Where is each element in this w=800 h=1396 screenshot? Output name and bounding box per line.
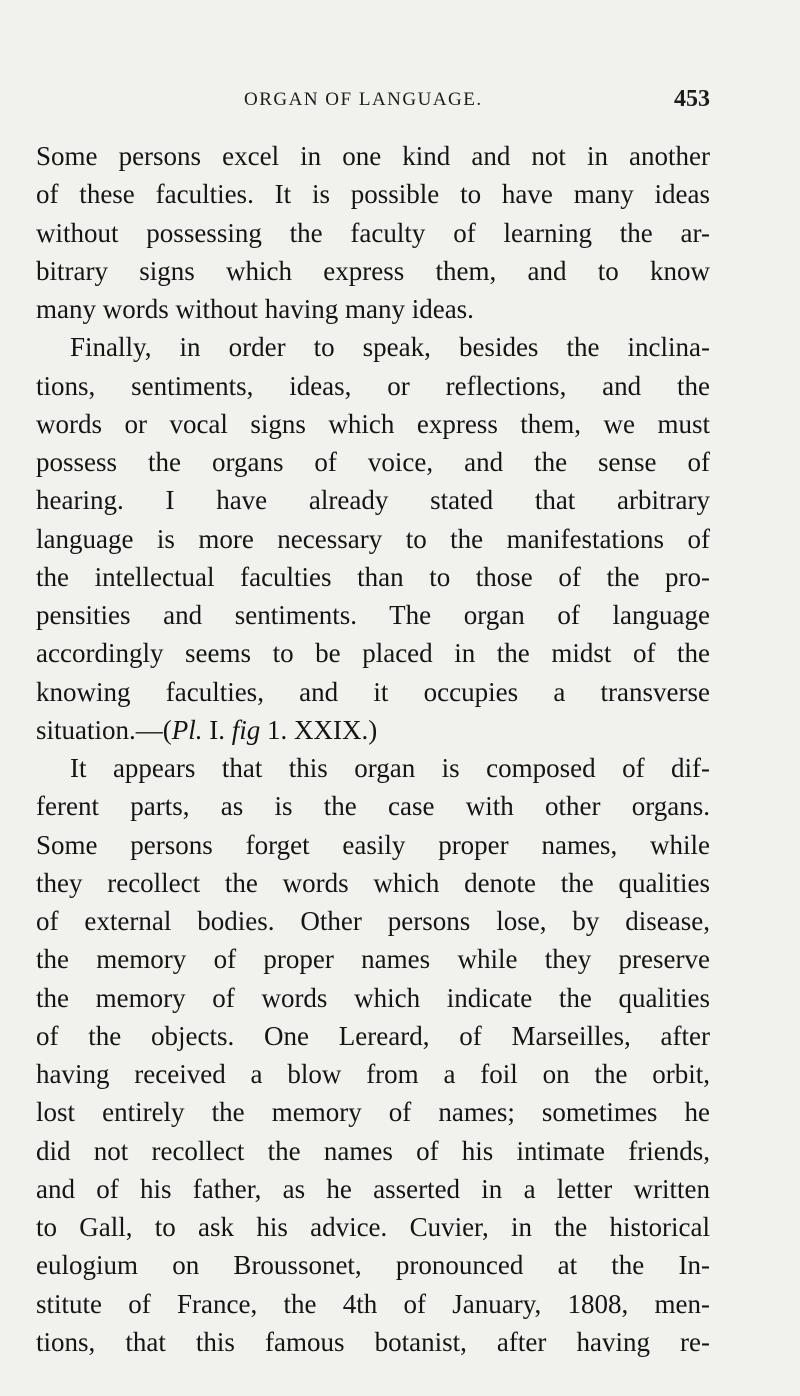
text-line: Finally, in order to speak, besides the inclina- <box>70 332 710 363</box>
text-line: words or vocal signs which express them, we must <box>36 408 710 439</box>
text-line: knowing faculties, and it occupies a transverse <box>36 676 710 707</box>
text-line: language is more necessary to the manifestations of <box>36 523 710 554</box>
body-text <box>36 137 710 1361</box>
text-line: eulogium on Broussonet, pronounced at the In- <box>36 1250 710 1281</box>
text-line: without possessing the faculty of learning the ar- <box>36 217 710 248</box>
text-line: tions, sentiments, ideas, or reflections, and the <box>36 370 710 401</box>
text-line: hearing. I have already stated that arbitrary <box>36 485 710 516</box>
text-line: of the objects. One Lereard, of Marseilles, after <box>36 1020 710 1051</box>
text-line: did not recollect the names of his intimate friends, <box>36 1135 710 1166</box>
text-line: tions, that this famous botanist, after having re- <box>36 1326 710 1357</box>
text-line: Some persons excel in one kind and not in another <box>36 141 710 171</box>
text-line: Some persons forget easily proper names, while <box>36 829 710 860</box>
text-line: pensities and sentiments. The organ of language <box>36 600 710 630</box>
text-line-with-plate-reference <box>36 711 710 749</box>
text-line: of external bodies. Other persons lose, by disease, <box>36 906 710 936</box>
text-line: and of his father, as he asserted in a letter written <box>36 1173 710 1204</box>
running-head: ORGAN OF LANGUAGE. <box>244 89 483 110</box>
text-line: the memory of words which indicate the qualities <box>36 982 710 1013</box>
text-line: the memory of proper names while they preserve <box>36 944 710 975</box>
text-fragment: I. <box>202 714 232 745</box>
text-fragment: situation.—( <box>36 714 172 745</box>
text-line: It appears that this organ is composed of dif- <box>70 753 710 783</box>
text-line: lost entirely the memory of names; sometimes he <box>36 1097 710 1128</box>
text-line: to Gall, to ask his advice. Cuvier, in the historical <box>36 1212 710 1242</box>
text-fragment: 1. XXIX.) <box>260 714 378 745</box>
text-line: stitute of France, the 4th of January, 1808, men- <box>36 1288 710 1319</box>
text-line: having received a blow from a foil on the orbit, <box>36 1059 710 1089</box>
text-line: ferent parts, as is the case with other organs. <box>36 791 710 822</box>
text-line: accordingly seems to be placed in the midst of the <box>36 638 710 669</box>
text-line: bitrary signs which express them, and to know <box>36 255 710 286</box>
text-line: of these faculties. It is possible to have many ideas <box>36 179 710 210</box>
page-number: 453 <box>674 86 710 112</box>
plate-abbreviation: Pl. <box>171 714 203 745</box>
text-line: possess the organs of voice, and the sense of <box>36 447 710 477</box>
text-line: the intellectual faculties than to those of the pro- <box>36 561 710 592</box>
text-line: many words without having many ideas. <box>36 294 474 324</box>
figure-abbreviation: fig <box>231 714 261 745</box>
page-header <box>36 86 710 116</box>
text-line: they recollect the words which denote the qualities <box>36 867 710 898</box>
